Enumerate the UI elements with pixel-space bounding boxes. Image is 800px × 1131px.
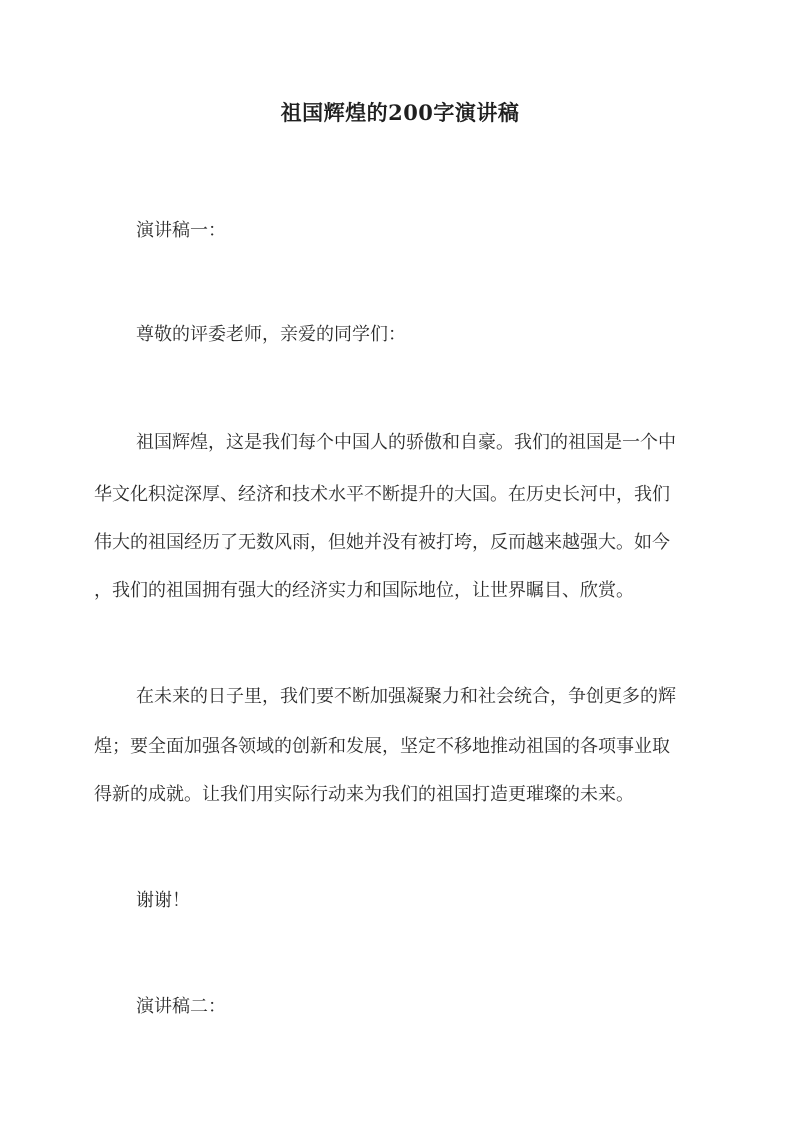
closing-line: 谢谢！ <box>136 890 190 911</box>
paragraph-2-line: 煌；要全面加强各领域的创新和发展，坚定不移地推动祖国的各项事业取 <box>94 736 670 757</box>
greeting-line: 尊敬的评委老师，亲爱的同学们： <box>136 324 406 345</box>
paragraph-1-line: ，我们的祖国拥有强大的经济实力和国际地位，让世界瞩目、欣赏。 <box>94 580 634 601</box>
paragraph-1-line: 华文化积淀深厚、经济和技术水平不断提升的大国。在历史长河中，我们 <box>94 484 670 505</box>
paragraph-2-line: 得新的成就。让我们用实际行动来为我们的祖国打造更璀璨的未来。 <box>94 784 634 805</box>
paragraph-1-line: 伟大的祖国经历了无数风雨，但她并没有被打垮，反而越来越强大。如今 <box>94 532 670 553</box>
speech-two-heading: 演讲稿二： <box>136 996 226 1017</box>
paragraph-2-line: 在未来的日子里，我们要不断加强凝聚力和社会统合，争创更多的辉 <box>136 686 676 707</box>
speech-one-heading: 演讲稿一： <box>136 220 226 241</box>
paragraph-1-line: 祖国辉煌，这是我们每个中国人的骄傲和自豪。我们的祖国是一个中 <box>136 432 676 453</box>
document-title: 祖国辉煌的200字演讲稿 <box>280 100 520 125</box>
